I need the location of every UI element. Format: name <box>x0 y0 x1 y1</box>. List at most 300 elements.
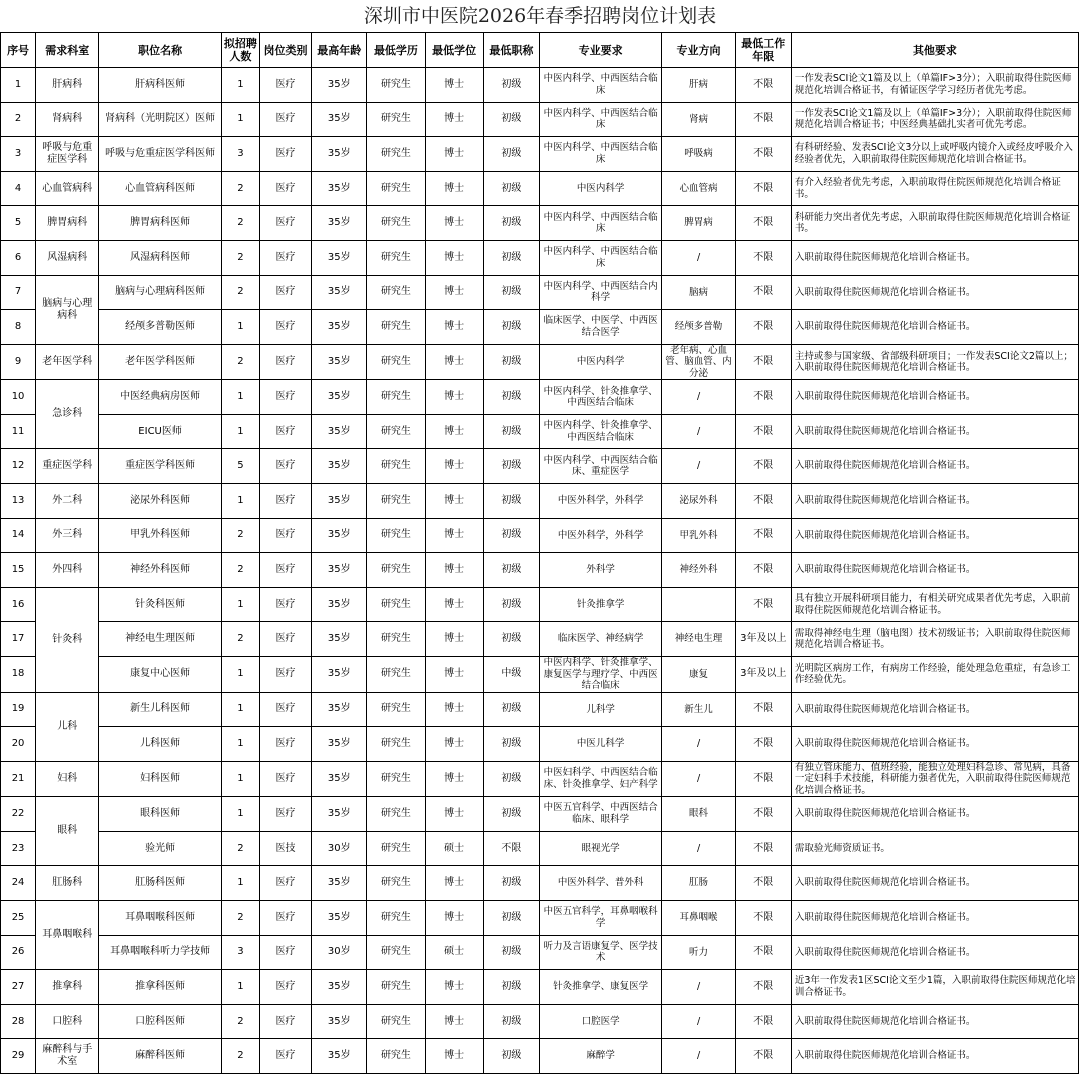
index-cell: 1 <box>1 68 36 103</box>
position-cell: 神经外科医师 <box>99 553 221 588</box>
direction-cell: 神经电生理 <box>662 622 735 657</box>
title-cell: 初级 <box>483 622 539 657</box>
major-cell: 中医内科学、中西医结合内科学 <box>539 275 661 310</box>
work-years-cell: 不限 <box>735 692 791 727</box>
title-cell: 初级 <box>483 275 539 310</box>
major-cell: 中医内科学、中西医结合临床 <box>539 68 661 103</box>
count-cell: 2 <box>221 900 259 935</box>
index-cell: 17 <box>1 622 36 657</box>
direction-cell: 神经外科 <box>662 553 735 588</box>
work-years-cell: 不限 <box>735 240 791 275</box>
other-cell: 有独立管床能力、值班经验，能独立处理妇科急诊、常见病，具备一定妇科手术技能，科研能力强者优先，入职前取得住院医师规范化培训合格证书。 <box>791 761 1078 797</box>
education-cell: 研究生 <box>367 970 425 1005</box>
dept-cell: 口腔科 <box>36 1004 99 1039</box>
title-cell: 初级 <box>483 553 539 588</box>
direction-cell: / <box>662 970 735 1005</box>
dept-cell: 眼科 <box>36 797 99 866</box>
index-cell: 14 <box>1 518 36 553</box>
age-cell: 35岁 <box>312 1039 367 1074</box>
table-header <box>1 33 1079 68</box>
age-cell: 35岁 <box>312 171 367 206</box>
category-cell: 医疗 <box>259 587 311 622</box>
index-cell: 18 <box>1 657 36 693</box>
category-cell: 医疗 <box>259 68 311 103</box>
education-cell: 研究生 <box>367 310 425 345</box>
education-cell: 研究生 <box>367 102 425 137</box>
table-row <box>1 137 1079 172</box>
major-cell: 中医内科学、中西医结合临床 <box>539 137 661 172</box>
direction-cell: / <box>662 380 735 415</box>
position-cell: 耳鼻咽喉科听力学技师 <box>99 935 221 970</box>
index-cell: 7 <box>1 275 36 310</box>
title-cell: 初级 <box>483 414 539 449</box>
category-cell: 医疗 <box>259 102 311 137</box>
position-cell: 神经电生理医师 <box>99 622 221 657</box>
education-cell: 研究生 <box>367 275 425 310</box>
direction-cell: 脾胃病 <box>662 206 735 241</box>
degree-cell: 博士 <box>425 657 483 693</box>
title-cell: 中级 <box>483 657 539 693</box>
degree-cell: 硕士 <box>425 831 483 866</box>
table-row <box>1 692 1079 727</box>
dept-cell: 心血管病科 <box>36 171 99 206</box>
dept-cell: 呼吸与危重症医学科 <box>36 137 99 172</box>
category-cell: 医疗 <box>259 622 311 657</box>
title-cell: 初级 <box>483 344 539 380</box>
major-cell: 中医内科学 <box>539 344 661 380</box>
count-cell: 2 <box>221 206 259 241</box>
work-years-cell: 不限 <box>735 102 791 137</box>
dept-cell: 耳鼻咽喉科 <box>36 900 99 969</box>
age-cell: 35岁 <box>312 310 367 345</box>
direction-cell: 呼吸病 <box>662 137 735 172</box>
count-cell: 5 <box>221 449 259 484</box>
other-cell: 入职前取得住院医师规范化培训合格证书。 <box>791 275 1078 310</box>
category-cell: 医疗 <box>259 137 311 172</box>
position-cell: 推拿科医师 <box>99 970 221 1005</box>
direction-cell: / <box>662 414 735 449</box>
table-row <box>1 831 1079 866</box>
position-cell: 针灸科医师 <box>99 587 221 622</box>
other-cell: 入职前取得住院医师规范化培训合格证书。 <box>791 1004 1078 1039</box>
other-cell: 入职前取得住院医师规范化培训合格证书。 <box>791 414 1078 449</box>
position-cell: 呼吸与危重症医学科医师 <box>99 137 221 172</box>
position-cell: 经颅多普勒医师 <box>99 310 221 345</box>
table-row <box>1 171 1079 206</box>
direction-cell: / <box>662 240 735 275</box>
category-cell: 医疗 <box>259 727 311 762</box>
work-years-cell: 不限 <box>735 344 791 380</box>
position-cell: 肛肠科医师 <box>99 866 221 901</box>
other-cell: 入职前取得住院医师规范化培训合格证书。 <box>791 797 1078 832</box>
table-row <box>1 797 1079 832</box>
degree-cell: 博士 <box>425 68 483 103</box>
other-cell: 近3年一作发表1区SCI论文至少1篇，入职前取得住院医师规范化培训合格证书。 <box>791 970 1078 1005</box>
category-cell: 医疗 <box>259 553 311 588</box>
direction-cell: 甲乳外科 <box>662 518 735 553</box>
category-cell: 医疗 <box>259 935 311 970</box>
degree-cell: 博士 <box>425 275 483 310</box>
major-cell: 中医内科学、中西医结合临床 <box>539 240 661 275</box>
direction-cell: / <box>662 449 735 484</box>
title-cell: 初级 <box>483 380 539 415</box>
index-cell: 28 <box>1 1004 36 1039</box>
age-cell: 35岁 <box>312 797 367 832</box>
count-cell: 2 <box>221 622 259 657</box>
degree-cell: 博士 <box>425 484 483 519</box>
major-cell: 中医内科学、针灸推拿学、中西医结合临床 <box>539 380 661 415</box>
title-cell: 初级 <box>483 1039 539 1074</box>
position-cell: 口腔科医师 <box>99 1004 221 1039</box>
position-cell: 脾胃病科医师 <box>99 206 221 241</box>
header-cell-position: 职位名称 <box>99 33 221 68</box>
age-cell: 35岁 <box>312 484 367 519</box>
title-cell: 初级 <box>483 900 539 935</box>
count-cell: 2 <box>221 1039 259 1074</box>
other-cell: 一作发表SCI论文1篇及以上（单篇IF>3分）；入职前取得住院医师规范化培训合格证书，有循证医学学习经历者优先考虑。 <box>791 68 1078 103</box>
education-cell: 研究生 <box>367 900 425 935</box>
age-cell: 35岁 <box>312 240 367 275</box>
direction-cell: / <box>662 727 735 762</box>
header-cell-other: 其他要求 <box>791 33 1078 68</box>
major-cell: 中医内科学、中西医结合临床 <box>539 206 661 241</box>
degree-cell: 博士 <box>425 171 483 206</box>
dept-cell: 针灸科 <box>36 587 99 692</box>
position-cell: 甲乳外科医师 <box>99 518 221 553</box>
major-cell: 中医内科学、中西医结合临床 <box>539 102 661 137</box>
position-cell: EICU医师 <box>99 414 221 449</box>
degree-cell: 博士 <box>425 344 483 380</box>
major-cell: 中医外科学，外科学 <box>539 518 661 553</box>
category-cell: 医疗 <box>259 761 311 797</box>
position-cell: 妇科医师 <box>99 761 221 797</box>
major-cell: 中医内科学、针灸推拿学、康复医学与理疗学、中西医结合临床 <box>539 657 661 693</box>
header-cell-work-years: 最低工作年限 <box>735 33 791 68</box>
degree-cell: 博士 <box>425 1004 483 1039</box>
education-cell: 研究生 <box>367 206 425 241</box>
dept-cell: 风湿病科 <box>36 240 99 275</box>
title-cell: 初级 <box>483 171 539 206</box>
header-cell-count: 拟招聘人数 <box>221 33 259 68</box>
position-cell: 泌尿外科医师 <box>99 484 221 519</box>
direction-cell: 脑病 <box>662 275 735 310</box>
dept-cell: 推拿科 <box>36 970 99 1005</box>
index-cell: 19 <box>1 692 36 727</box>
position-cell: 耳鼻咽喉科医师 <box>99 900 221 935</box>
index-cell: 21 <box>1 761 36 797</box>
degree-cell: 博士 <box>425 866 483 901</box>
position-cell: 中医经典病房医师 <box>99 380 221 415</box>
other-cell: 具有独立开展科研项目能力，有相关研究成果者优先考虑，入职前取得住院医师规范化培训合格证书。 <box>791 587 1078 622</box>
direction-cell: 听力 <box>662 935 735 970</box>
work-years-cell: 不限 <box>735 310 791 345</box>
dept-cell: 重症医学科 <box>36 449 99 484</box>
category-cell: 医疗 <box>259 380 311 415</box>
count-cell: 2 <box>221 344 259 380</box>
dept-cell: 脾胃病科 <box>36 206 99 241</box>
other-cell: 入职前取得住院医师规范化培训合格证书。 <box>791 449 1078 484</box>
education-cell: 研究生 <box>367 414 425 449</box>
age-cell: 35岁 <box>312 866 367 901</box>
work-years-cell: 不限 <box>735 171 791 206</box>
age-cell: 35岁 <box>312 414 367 449</box>
degree-cell: 博士 <box>425 900 483 935</box>
age-cell: 35岁 <box>312 137 367 172</box>
title-cell: 初级 <box>483 587 539 622</box>
work-years-cell: 不限 <box>735 935 791 970</box>
header-row <box>1 33 1079 68</box>
position-cell: 心血管病科医师 <box>99 171 221 206</box>
count-cell: 2 <box>221 553 259 588</box>
age-cell: 35岁 <box>312 761 367 797</box>
age-cell: 35岁 <box>312 449 367 484</box>
dept-cell: 脑病与心理病科 <box>36 275 99 344</box>
direction-cell: / <box>662 1039 735 1074</box>
table-row <box>1 102 1079 137</box>
category-cell: 医疗 <box>259 797 311 832</box>
age-cell: 35岁 <box>312 68 367 103</box>
category-cell: 医疗 <box>259 484 311 519</box>
age-cell: 35岁 <box>312 380 367 415</box>
index-cell: 27 <box>1 970 36 1005</box>
title-cell: 初级 <box>483 761 539 797</box>
table-row <box>1 1039 1079 1074</box>
age-cell: 35岁 <box>312 275 367 310</box>
education-cell: 研究生 <box>367 449 425 484</box>
direction-cell: 经颅多普勒 <box>662 310 735 345</box>
dept-cell: 肛肠科 <box>36 866 99 901</box>
age-cell: 35岁 <box>312 553 367 588</box>
education-cell: 研究生 <box>367 657 425 693</box>
other-cell: 入职前取得住院医师规范化培训合格证书。 <box>791 727 1078 762</box>
count-cell: 1 <box>221 484 259 519</box>
direction-cell: / <box>662 761 735 797</box>
education-cell: 研究生 <box>367 727 425 762</box>
title-cell: 初级 <box>483 240 539 275</box>
age-cell: 30岁 <box>312 935 367 970</box>
work-years-cell: 不限 <box>735 206 791 241</box>
other-cell: 入职前取得住院医师规范化培训合格证书。 <box>791 240 1078 275</box>
major-cell: 眼视光学 <box>539 831 661 866</box>
age-cell: 35岁 <box>312 518 367 553</box>
table-body <box>1 68 1079 1074</box>
education-cell: 研究生 <box>367 1004 425 1039</box>
education-cell: 研究生 <box>367 1039 425 1074</box>
work-years-cell: 不限 <box>735 414 791 449</box>
position-cell: 新生儿科医师 <box>99 692 221 727</box>
title-cell: 初级 <box>483 206 539 241</box>
category-cell: 医疗 <box>259 171 311 206</box>
major-cell: 中医外科学、普外科 <box>539 866 661 901</box>
degree-cell: 博士 <box>425 240 483 275</box>
count-cell: 2 <box>221 275 259 310</box>
title-cell: 初级 <box>483 970 539 1005</box>
education-cell: 研究生 <box>367 797 425 832</box>
index-cell: 11 <box>1 414 36 449</box>
major-cell: 中医妇科学、中西医结合临床、针灸推拿学、妇产科学 <box>539 761 661 797</box>
other-cell: 主持或参与国家级、省部级科研项目；一作发表SCI论文2篇以上；入职前取得住院医师规范化培训合格证书。 <box>791 344 1078 380</box>
table-row <box>1 275 1079 310</box>
title-cell: 初级 <box>483 68 539 103</box>
table-title: 深圳市中医院2026年春季招聘岗位计划表 <box>363 5 717 27</box>
age-cell: 35岁 <box>312 344 367 380</box>
education-cell: 研究生 <box>367 484 425 519</box>
other-cell: 入职前取得住院医师规范化培训合格证书。 <box>791 935 1078 970</box>
position-cell: 老年医学科医师 <box>99 344 221 380</box>
age-cell: 35岁 <box>312 622 367 657</box>
other-cell: 入职前取得住院医师规范化培训合格证书。 <box>791 553 1078 588</box>
other-cell: 光明院区病房工作，有病房工作经验，能处理急危重症，有急诊工作经验优先。 <box>791 657 1078 693</box>
title-cell: 初级 <box>483 727 539 762</box>
title-cell: 初级 <box>483 692 539 727</box>
education-cell: 研究生 <box>367 344 425 380</box>
age-cell: 35岁 <box>312 727 367 762</box>
dept-cell: 妇科 <box>36 761 99 797</box>
work-years-cell: 不限 <box>735 68 791 103</box>
age-cell: 35岁 <box>312 692 367 727</box>
count-cell: 1 <box>221 310 259 345</box>
index-cell: 3 <box>1 137 36 172</box>
education-cell: 研究生 <box>367 137 425 172</box>
education-cell: 研究生 <box>367 68 425 103</box>
table-row <box>1 310 1079 345</box>
index-cell: 13 <box>1 484 36 519</box>
category-cell: 医疗 <box>259 1004 311 1039</box>
index-cell: 12 <box>1 449 36 484</box>
title-cell: 不限 <box>483 831 539 866</box>
count-cell: 1 <box>221 587 259 622</box>
index-cell: 2 <box>1 102 36 137</box>
age-cell: 35岁 <box>312 657 367 693</box>
header-cell-degree: 最低学位 <box>425 33 483 68</box>
title-cell: 初级 <box>483 310 539 345</box>
direction-cell: 肛肠 <box>662 866 735 901</box>
education-cell: 研究生 <box>367 761 425 797</box>
category-cell: 医疗 <box>259 240 311 275</box>
other-cell: 入职前取得住院医师规范化培训合格证书。 <box>791 310 1078 345</box>
table-row <box>1 68 1079 103</box>
category-cell: 医疗 <box>259 692 311 727</box>
work-years-cell: 3年及以上 <box>735 657 791 693</box>
major-cell: 中医内科学 <box>539 171 661 206</box>
table-row <box>1 484 1079 519</box>
table-row <box>1 935 1079 970</box>
work-years-cell: 不限 <box>735 449 791 484</box>
education-cell: 研究生 <box>367 553 425 588</box>
major-cell: 中医外科学，外科学 <box>539 484 661 519</box>
dept-cell: 儿科 <box>36 692 99 761</box>
position-cell: 肝病科医师 <box>99 68 221 103</box>
index-cell: 9 <box>1 344 36 380</box>
other-cell: 入职前取得住院医师规范化培训合格证书。 <box>791 484 1078 519</box>
table-row <box>1 344 1079 380</box>
count-cell: 2 <box>221 240 259 275</box>
work-years-cell: 不限 <box>735 727 791 762</box>
index-cell: 8 <box>1 310 36 345</box>
major-cell: 中医内科学、针灸推拿学、中西医结合临床 <box>539 414 661 449</box>
header-cell-index: 序号 <box>1 33 36 68</box>
major-cell: 针灸推拿学、康复医学 <box>539 970 661 1005</box>
work-years-cell: 不限 <box>735 866 791 901</box>
direction-cell: 新生儿 <box>662 692 735 727</box>
degree-cell: 博士 <box>425 380 483 415</box>
table-row <box>1 553 1079 588</box>
degree-cell: 博士 <box>425 970 483 1005</box>
degree-cell: 博士 <box>425 1039 483 1074</box>
table-row <box>1 414 1079 449</box>
table-row <box>1 240 1079 275</box>
table-row <box>1 761 1079 797</box>
count-cell: 3 <box>221 935 259 970</box>
count-cell: 1 <box>221 692 259 727</box>
age-cell: 35岁 <box>312 1004 367 1039</box>
age-cell: 30岁 <box>312 831 367 866</box>
count-cell: 1 <box>221 414 259 449</box>
other-cell: 有科研经验、发表SCI论文3分以上或呼吸内镜介入或经皮呼吸介入经验者优先，入职前取得住院医师规范化培训合格证书。 <box>791 137 1078 172</box>
index-cell: 4 <box>1 171 36 206</box>
count-cell: 1 <box>221 970 259 1005</box>
work-years-cell: 不限 <box>735 518 791 553</box>
direction-cell: 康复 <box>662 657 735 693</box>
table-row <box>1 380 1079 415</box>
degree-cell: 博士 <box>425 761 483 797</box>
direction-cell: / <box>662 1004 735 1039</box>
education-cell: 研究生 <box>367 866 425 901</box>
index-cell: 6 <box>1 240 36 275</box>
education-cell: 研究生 <box>367 518 425 553</box>
work-years-cell: 不限 <box>735 970 791 1005</box>
education-cell: 研究生 <box>367 692 425 727</box>
table-row <box>1 657 1079 693</box>
position-cell: 重症医学科医师 <box>99 449 221 484</box>
table-row <box>1 900 1079 935</box>
other-cell: 入职前取得住院医师规范化培训合格证书。 <box>791 900 1078 935</box>
position-cell: 麻醉科医师 <box>99 1039 221 1074</box>
title-cell: 初级 <box>483 866 539 901</box>
direction-cell: 心血管病 <box>662 171 735 206</box>
index-cell: 23 <box>1 831 36 866</box>
count-cell: 2 <box>221 171 259 206</box>
header-cell-category: 岗位类别 <box>259 33 311 68</box>
count-cell: 3 <box>221 137 259 172</box>
index-cell: 25 <box>1 900 36 935</box>
work-years-cell: 不限 <box>735 587 791 622</box>
other-cell: 入职前取得住院医师规范化培训合格证书。 <box>791 518 1078 553</box>
count-cell: 2 <box>221 831 259 866</box>
position-cell: 眼科医师 <box>99 797 221 832</box>
degree-cell: 博士 <box>425 622 483 657</box>
count-cell: 1 <box>221 761 259 797</box>
degree-cell: 博士 <box>425 310 483 345</box>
education-cell: 研究生 <box>367 587 425 622</box>
dept-cell: 麻醉科与手术室 <box>36 1039 99 1074</box>
major-cell: 临床医学、神经病学 <box>539 622 661 657</box>
title-cell: 初级 <box>483 797 539 832</box>
education-cell: 研究生 <box>367 240 425 275</box>
title-cell: 初级 <box>483 449 539 484</box>
degree-cell: 博士 <box>425 587 483 622</box>
table-row <box>1 727 1079 762</box>
work-years-cell: 不限 <box>735 797 791 832</box>
table-row <box>1 1004 1079 1039</box>
work-years-cell: 不限 <box>735 137 791 172</box>
age-cell: 35岁 <box>312 206 367 241</box>
header-cell-education: 最低学历 <box>367 33 425 68</box>
position-cell: 验光师 <box>99 831 221 866</box>
work-years-cell: 不限 <box>735 1039 791 1074</box>
index-cell: 15 <box>1 553 36 588</box>
other-cell: 需取验光师资质证书。 <box>791 831 1078 866</box>
